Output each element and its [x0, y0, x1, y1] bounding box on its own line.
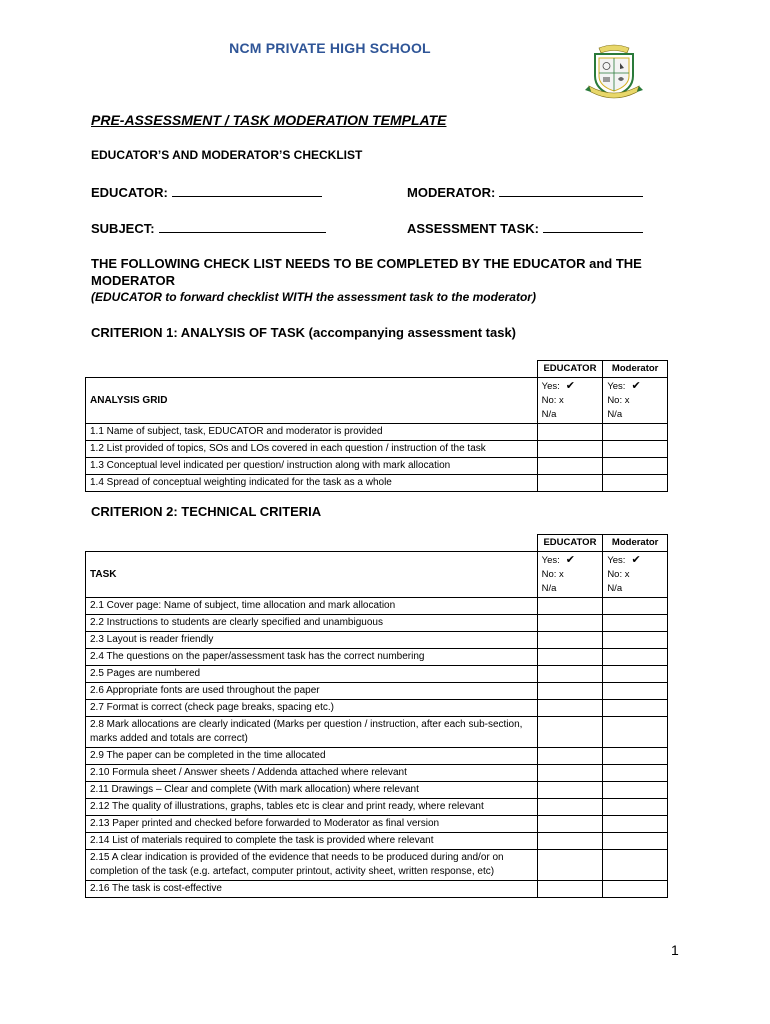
criterion-item: 2.9 The paper can be completed in the time allocated	[86, 748, 538, 765]
col-header-moderator: Moderator	[603, 535, 668, 552]
criterion-item: 2.7 Format is correct (check page breaks, spacing etc.)	[86, 700, 538, 717]
educator-check-cell[interactable]	[537, 666, 603, 683]
table-row	[86, 441, 668, 458]
criterion-item: 2.10 Formula sheet / Answer sheets / Addenda attached where relevant	[86, 765, 538, 782]
yes-label: Yes:	[607, 555, 626, 566]
criterion-item: 2.16 The task is cost-effective	[86, 881, 538, 898]
na-label: N/a	[607, 583, 623, 594]
yes-label: Yes:	[541, 381, 560, 392]
moderator-check-cell[interactable]	[603, 683, 668, 700]
moderator-label: MODERATOR:	[407, 185, 496, 200]
school-crest-logo	[583, 42, 645, 102]
moderator-check-cell[interactable]	[603, 765, 668, 782]
moderator-check-cell[interactable]	[603, 816, 668, 833]
moderator-check-cell[interactable]	[603, 850, 668, 881]
criterion-1-heading: CRITERION 1: ANALYSIS OF TASK (accompanying assessment task)	[91, 325, 517, 340]
educator-check-cell[interactable]	[537, 748, 603, 765]
subject-blank-line[interactable]	[159, 220, 326, 233]
moderator-check-cell[interactable]	[603, 748, 668, 765]
assessment-task-blank-line[interactable]	[543, 220, 643, 233]
moderator-check-cell[interactable]	[603, 632, 668, 649]
moderator-check-cell[interactable]	[603, 424, 668, 441]
table-row	[86, 598, 668, 615]
checkmark-icon: ✔	[565, 380, 575, 392]
task-grid-label: TASK	[86, 552, 538, 598]
checkmark-icon: ✔	[565, 554, 575, 566]
moderator-field[interactable]	[407, 184, 643, 200]
table-row	[86, 475, 668, 492]
col-header-moderator: Moderator	[603, 361, 668, 378]
moderator-blank-line[interactable]	[499, 184, 643, 197]
educator-check-cell[interactable]	[537, 833, 603, 850]
no-label: No: x	[541, 569, 564, 580]
moderator-check-cell[interactable]	[603, 649, 668, 666]
table-row	[86, 782, 668, 799]
table-row	[86, 615, 668, 632]
moderator-check-cell[interactable]	[603, 458, 668, 475]
na-label: N/a	[541, 409, 557, 420]
criterion-item: 2.1 Cover page: Name of subject, time allocation and mark allocation	[86, 598, 538, 615]
document-subtitle: EDUCATOR’S AND MODERATOR’S CHECKLIST	[91, 148, 363, 162]
criterion-item: 2.15 A clear indication is provided of the evidence that needs to be produced during and/or on completion of the task (e.g. artefact, computer printout, activity sheet, written response, etc)	[86, 850, 538, 881]
criterion-item: 1.3 Conceptual level indicated per question/ instruction along with mark allocation	[86, 458, 538, 475]
criterion-item: 2.4 The questions on the paper/assessment task has the correct numbering	[86, 649, 538, 666]
table-row	[86, 666, 668, 683]
moderator-check-cell[interactable]	[603, 782, 668, 799]
criterion-item: 2.13 Paper printed and checked before forwarded to Moderator as final version	[86, 816, 538, 833]
legend-educator	[537, 378, 603, 424]
school-name: NCM PRIVATE HIGH SCHOOL	[229, 40, 431, 56]
moderator-check-cell[interactable]	[603, 475, 668, 492]
moderator-check-cell[interactable]	[603, 598, 668, 615]
criterion-item: 2.8 Mark allocations are clearly indicated (Marks per question / instruction, after each sub-section, marks added and totals are correct)	[86, 717, 538, 748]
legend-educator	[537, 552, 603, 598]
no-label: No: x	[541, 395, 564, 406]
header-blank-cell	[86, 535, 538, 552]
table-row	[86, 458, 668, 475]
analysis-grid-label: ANALYSIS GRID	[86, 378, 538, 424]
educator-check-cell[interactable]	[537, 615, 603, 632]
na-label: N/a	[607, 409, 623, 420]
educator-check-cell[interactable]	[537, 441, 603, 458]
checklist-notice-sub: (EDUCATOR to forward checklist WITH the assessment task to the moderator)	[91, 290, 536, 304]
moderator-check-cell[interactable]	[603, 717, 668, 748]
educator-field[interactable]	[91, 184, 322, 200]
document-title: PRE-ASSESSMENT / TASK MODERATION TEMPLATE	[91, 112, 447, 128]
table-row	[86, 850, 668, 881]
subject-field[interactable]	[91, 220, 326, 236]
legend-moderator	[603, 552, 668, 598]
moderator-check-cell[interactable]	[603, 833, 668, 850]
criterion-item: 1.2 List provided of topics, SOs and LOs covered in each question / instruction of the task	[86, 441, 538, 458]
moderator-check-cell[interactable]	[603, 615, 668, 632]
criterion-item: 2.3 Layout is reader friendly	[86, 632, 538, 649]
moderator-check-cell[interactable]	[603, 700, 668, 717]
col-header-educator: EDUCATOR	[537, 535, 603, 552]
page-number: 1	[671, 942, 679, 958]
table-row	[86, 765, 668, 782]
yes-label: Yes:	[607, 381, 626, 392]
educator-check-cell[interactable]	[537, 475, 603, 492]
criterion-item: 2.12 The quality of illustrations, graphs, tables etc is clear and print ready, where relevant	[86, 799, 538, 816]
educator-check-cell[interactable]	[537, 881, 603, 898]
legend-moderator	[603, 378, 668, 424]
checklist-notice: THE FOLLOWING CHECK LIST NEEDS TO BE COMPLETED BY THE EDUCATOR and THE MODERATOR	[91, 256, 642, 288]
criterion-2-table	[85, 534, 668, 898]
table-row	[86, 881, 668, 898]
criterion-item: 1.1 Name of subject, task, EDUCATOR and moderator is provided	[86, 424, 538, 441]
educator-label: EDUCATOR:	[91, 185, 168, 200]
educator-check-cell[interactable]	[537, 816, 603, 833]
no-label: No: x	[607, 395, 630, 406]
assessment-task-label: ASSESSMENT TASK:	[407, 221, 539, 236]
table-row	[86, 632, 668, 649]
table-row	[86, 748, 668, 765]
yes-label: Yes:	[541, 555, 560, 566]
checkmark-icon: ✔	[631, 380, 641, 392]
moderator-check-cell[interactable]	[603, 666, 668, 683]
checkmark-icon: ✔	[631, 554, 641, 566]
table-row	[86, 816, 668, 833]
subject-label: SUBJECT:	[91, 221, 155, 236]
criterion-item: 2.14 List of materials required to complete the task is provided where relevant	[86, 833, 538, 850]
educator-check-cell[interactable]	[537, 632, 603, 649]
table-row	[86, 424, 668, 441]
criterion-item: 2.5 Pages are numbered	[86, 666, 538, 683]
educator-check-cell[interactable]	[537, 850, 603, 881]
table-row	[86, 717, 668, 748]
educator-check-cell[interactable]	[537, 765, 603, 782]
table-row	[86, 649, 668, 666]
moderator-check-cell[interactable]	[603, 441, 668, 458]
educator-blank-line[interactable]	[172, 184, 322, 197]
educator-check-cell[interactable]	[537, 782, 603, 799]
col-header-educator: EDUCATOR	[537, 361, 603, 378]
educator-check-cell[interactable]	[537, 683, 603, 700]
na-label: N/a	[541, 583, 557, 594]
table-row	[86, 833, 668, 850]
educator-check-cell[interactable]	[537, 458, 603, 475]
educator-check-cell[interactable]	[537, 717, 603, 748]
assessment-task-field[interactable]	[407, 220, 643, 236]
table-row	[86, 700, 668, 717]
no-label: No: x	[607, 569, 630, 580]
criterion-item: 2.2 Instructions to students are clearly specified and unambiguous	[86, 615, 538, 632]
moderator-check-cell[interactable]	[603, 881, 668, 898]
criterion-item: 2.6 Appropriate fonts are used throughout the paper	[86, 683, 538, 700]
educator-check-cell[interactable]	[537, 700, 603, 717]
moderator-check-cell[interactable]	[603, 799, 668, 816]
educator-check-cell[interactable]	[537, 799, 603, 816]
criterion-2-heading: CRITERION 2: TECHNICAL CRITERIA	[91, 504, 322, 519]
educator-check-cell[interactable]	[537, 424, 603, 441]
educator-check-cell[interactable]	[537, 649, 603, 666]
criterion-item: 2.11 Drawings – Clear and complete (With mark allocation) where relevant	[86, 782, 538, 799]
criterion-1-table	[85, 360, 668, 492]
header-blank-cell	[86, 361, 538, 378]
educator-check-cell[interactable]	[537, 598, 603, 615]
table-row	[86, 683, 668, 700]
criterion-item: 1.4 Spread of conceptual weighting indicated for the task as a whole	[86, 475, 538, 492]
table-row	[86, 799, 668, 816]
